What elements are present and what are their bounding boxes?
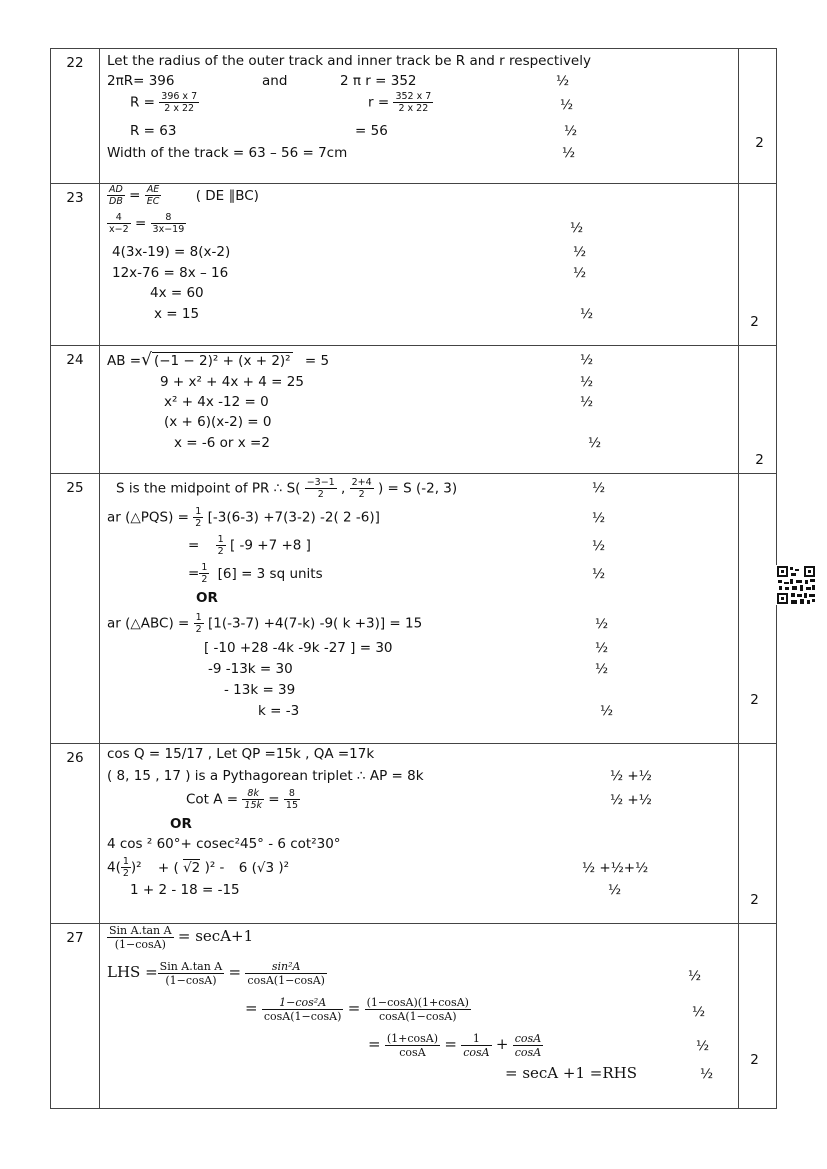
half-mark: ½ [573, 265, 587, 281]
total-marks: 2 [755, 452, 764, 468]
total-marks: 2 [755, 135, 764, 151]
question-number: 24 [51, 346, 100, 474]
text-line: 1 + 2 - 18 = -15 [130, 882, 240, 898]
text-line: R = 63 [130, 123, 177, 139]
half-mark: ½ [592, 566, 606, 582]
solution-cell [100, 346, 739, 474]
fraction: $\frac{\text{Sin A.tan A}}{(1-\cos A)}$ [109, 924, 172, 951]
formula-line: 4( $\frac{1}{2}$ )² + ( √2 )² - 6 (√3 )² [107, 856, 290, 879]
text-line: -9 -13k = 30 [208, 661, 293, 677]
total-marks: 2 [750, 692, 759, 708]
question-row-23 [51, 184, 777, 346]
text-line: and [262, 73, 288, 89]
fraction: $\frac{\text{1−cos²A}}{\cos A(1-\cos A)}$ [263, 996, 342, 1023]
text-line: 12x-76 = 8x – 16 [112, 265, 229, 281]
formula-line: r = $\frac{352 x 7}{2 x 22}$ [368, 91, 432, 114]
text-line: 4x = 60 [150, 285, 204, 301]
formula-line: ar (△ABC) = $\frac{1}{2}$ [1(-3-7) +4(7-k) -9( k +3)] = 15 [107, 612, 423, 635]
question-row-24 [51, 346, 777, 474]
fraction: $\frac{\cos A}{\cos A}$ [514, 1032, 542, 1059]
text-line: 2 π r = 352 [340, 73, 417, 89]
text-line: [ -10 +28 -4k -9k -27 ] = 30 [204, 640, 393, 656]
total-marks: 2 [750, 314, 759, 330]
question-row-25 [51, 474, 777, 744]
fraction: $\frac{1}{2}$ [217, 534, 224, 557]
half-mark: ½ [700, 1066, 714, 1082]
solution-cell [100, 744, 739, 924]
formula-line: Cot A = $\frac{8k}{15k}$ = $\frac{8}{15}$ [186, 788, 298, 811]
formula-line: AB =√ (−1 − 2)² + (x + 2)² = 5 [107, 350, 330, 370]
formula-line: = $\frac{1}{2}$ [ -9 +7 +8 ] [188, 534, 311, 557]
question-row-27 [51, 924, 777, 1109]
question-number: 23 [51, 184, 100, 346]
formula-line: = $\frac{1}{2}$ [6] = 3 sq units [188, 562, 323, 585]
text-line: ( 8, 15 , 17 ) is a Pythagorean triplet ∴ AP = 8k [107, 768, 424, 784]
half-mark: ½ +½ [610, 768, 652, 784]
text-line: cos Q = 15/17 , Let QP =15k , QA =17k [107, 746, 375, 762]
fraction: $\frac{8}{3x-19}$ [152, 212, 185, 235]
fraction: $\frac{AE}{EC}$ [146, 184, 160, 207]
formula-line: = $\frac{\text{1−cos²A}}{\cos A(1-\cos A)}$ = $\frac{(1-\cos A)(1+\cos A)}{\cos A(1-\cos A)}$ [245, 996, 469, 1023]
fraction: $\frac{-3-1}{2}$ [306, 477, 335, 500]
text-line: 2πR= 396 [107, 73, 175, 89]
half-mark: ½ [592, 510, 606, 526]
marking-scheme-table [50, 48, 777, 1109]
fraction: $\frac{(1-\cos A)(1+\cos A)}{\cos A(1-\cos A)}$ [366, 996, 469, 1023]
marks-cell [739, 744, 777, 924]
marks-cell [739, 924, 777, 1109]
question-number: 25 [51, 474, 100, 744]
half-mark: ½ [562, 145, 576, 161]
text-line: x = -6 or x =2 [174, 435, 270, 451]
half-mark: ½ [570, 220, 584, 236]
formula-line: LHS = $\frac{\text{Sin A.tan A}}{(1-\cos A)}$ = $\frac{\text{sin²A}}{\cos A(1-\cos A)}$ [107, 960, 325, 987]
text-line: x = 15 [154, 306, 200, 322]
text-line: 9 + x² + 4x + 4 = 25 [160, 374, 304, 390]
half-mark: ½ [560, 97, 574, 113]
fraction: $\frac{396 x 7}{2 x 22}$ [161, 91, 198, 114]
text-line: 4 cos ² 60°+ cosec²45° - 6 cot²30° [107, 836, 341, 852]
fraction: $\frac{\text{sin²A}}{\cos A(1-\cos A)}$ [247, 960, 325, 987]
fraction: $\frac{1}{2}$ [195, 612, 202, 635]
half-mark: ½ [608, 882, 622, 898]
half-mark: ½ [564, 123, 578, 139]
solution-cell [100, 184, 739, 346]
half-mark: ½ [595, 640, 609, 656]
question-number: 22 [51, 49, 100, 184]
fraction: $\frac{8k}{15k}$ [244, 788, 262, 811]
half-mark: ½ +½ [610, 792, 652, 808]
half-mark: ½ [573, 244, 587, 260]
fraction: $\frac{AD}{DB}$ [109, 184, 123, 207]
half-mark: ½ [595, 661, 609, 677]
fraction: $\frac{1}{2}$ [201, 562, 208, 585]
formula-line: ar (△PQS) = $\frac{1}{2}$ [-3(6-3) +7(3-2) -2( 2 -6)] [107, 506, 380, 529]
solution-cell [100, 474, 739, 744]
text-line: - 13k = 39 [224, 682, 296, 698]
question-number: 26 [51, 744, 100, 924]
half-mark: ½ [688, 968, 702, 984]
fraction: $\frac{352 x 7}{2 x 22}$ [395, 91, 432, 114]
fraction: $\frac{\text{Sin A.tan A}}{(1-\cos A)}$ [159, 960, 223, 987]
solution-cell [100, 924, 739, 1109]
fraction: $\frac{1}{\cos A}$ [463, 1032, 490, 1059]
fraction: $\frac{8}{15}$ [285, 788, 298, 811]
half-mark: ½ [580, 374, 594, 390]
half-mark: ½ [600, 703, 614, 719]
text-line: = secA +1 =RHS [505, 1064, 638, 1082]
half-mark: ½ [696, 1038, 710, 1054]
text-line: = 56 [355, 123, 388, 139]
text-line: x² + 4x -12 = 0 [164, 394, 269, 410]
formula-line: R = $\frac{396 x 7}{2 x 22}$ [130, 91, 198, 114]
question-number: 27 [51, 924, 100, 1109]
fraction: $\frac{4}{x-2}$ [109, 212, 129, 235]
formula-line: = $\frac{(1+\cos A)}{\cos A}$ = $\frac{1}{\cos A}$ + $\frac{\cos A}{\cos A}$ [368, 1032, 542, 1059]
total-marks: 2 [750, 1052, 759, 1068]
half-mark: ½ [556, 73, 570, 89]
fraction: $\frac{2+4}{2}$ [351, 477, 372, 500]
text-line: Width of the track = 63 – 56 = 7cm [107, 145, 348, 161]
text-line: (x + 6)(x-2) = 0 [164, 414, 272, 430]
marks-cell [739, 184, 777, 346]
or-label: OR [196, 590, 218, 606]
marks-cell [739, 346, 777, 474]
half-mark: ½ [588, 435, 602, 451]
fraction: $\frac{1}{2}$ [195, 506, 202, 529]
fraction: $\frac{1}{2}$ [122, 856, 129, 879]
solution-cell [100, 49, 739, 184]
question-row-22 [51, 49, 777, 184]
marks-cell [739, 474, 777, 744]
formula-line: $\frac{4}{x-2}$ = $\frac{8}{3x-19}$ [109, 212, 185, 235]
half-mark: ½ [692, 1004, 706, 1020]
half-mark: ½ [592, 480, 606, 496]
total-marks: 2 [750, 892, 759, 908]
half-mark: ½ +½+½ [582, 860, 649, 876]
question-row-26 [51, 744, 777, 924]
text-line: Let the radius of the outer track and inner track be R and r respectively [107, 53, 591, 69]
formula-line: S is the midpoint of PR ∴ S( $\frac{-3-1}{2}$ , $\frac{2+4}{2}$ ) = S (-2, 3) [116, 477, 458, 500]
qr-code-icon [776, 565, 816, 605]
text-line: k = -3 [258, 703, 300, 719]
half-mark: ½ [592, 538, 606, 554]
half-mark: ½ [580, 306, 594, 322]
half-mark: ½ [595, 616, 609, 632]
formula-line: $\frac{AD}{DB}$ = $\frac{AE}{EC}$ ( DE ∥BC) [109, 184, 259, 207]
half-mark: ½ [580, 394, 594, 410]
marks-cell [739, 49, 777, 184]
text-line: 4(3x-19) = 8(x-2) [112, 244, 231, 260]
or-label: OR [170, 816, 192, 832]
formula-line: $\frac{\text{Sin A.tan A}}{(1-\cos A)}$ = secA+1 [109, 924, 254, 951]
fraction: $\frac{(1+\cos A)}{\cos A}$ [386, 1032, 439, 1059]
half-mark: ½ [580, 352, 594, 368]
